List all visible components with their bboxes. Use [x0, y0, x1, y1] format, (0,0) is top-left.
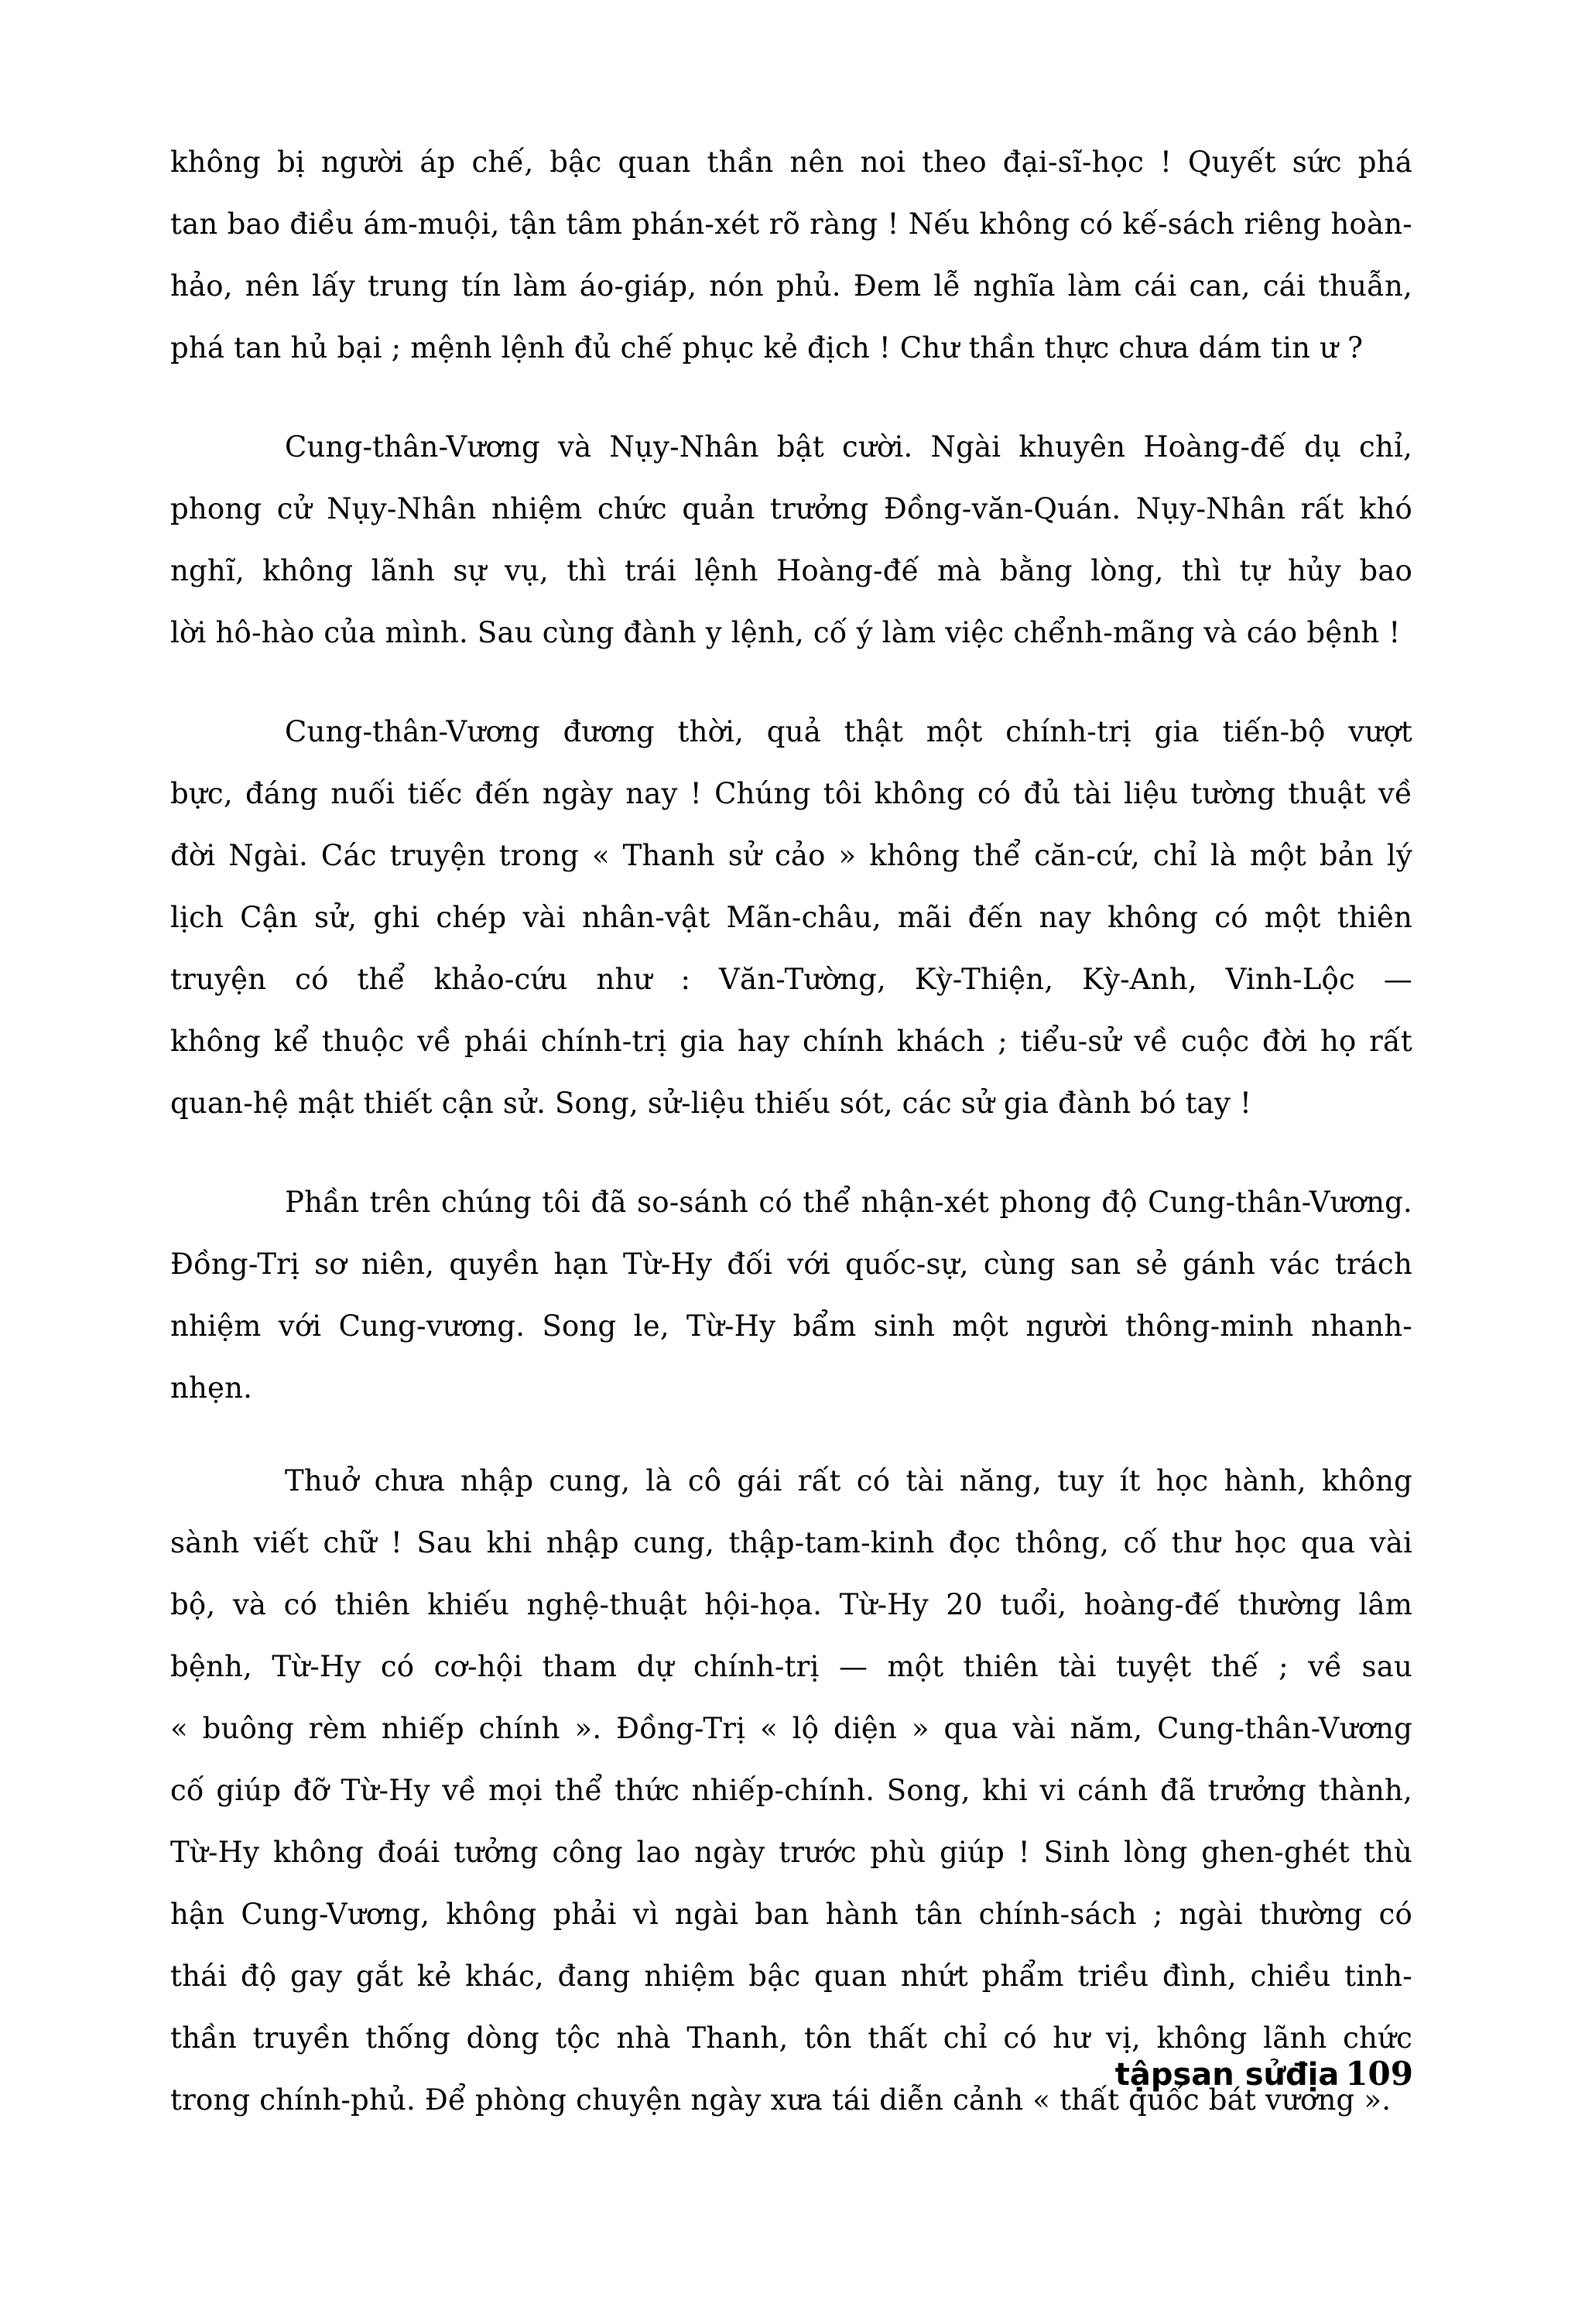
publication-name: tậpsan sửđịa	[1114, 2057, 1340, 2093]
paragraph-3	[170, 701, 1412, 1135]
page-body	[170, 132, 1412, 2168]
text-line: hảo, nên lấy trung tín làm áo-giáp, nón phủ. Đem lễ nghĩa làm cái can, cái thuẫn,	[170, 269, 1412, 303]
text-line: nhẹn.	[170, 1371, 253, 1405]
text-line: lời hô-hào của mình. Sau cùng đành y lệnh, cố ý làm việc chểnh-mãng và cáo bệnh !	[170, 616, 1401, 649]
text-line: sành viết chữ ! Sau khi nhập cung, thập-tam-kinh đọc thông, cố thư học qua vài	[170, 1526, 1412, 1559]
text-line: nghĩ, không lãnh sự vụ, thì trái lệnh Hoàng-đế mà bằng lòng, thì tự hủy bao	[170, 554, 1412, 587]
text-line: nhiệm với Cung-vương. Song le, Từ-Hy bẩm sinh một người thông-minh nhanh-	[170, 1309, 1412, 1343]
text-line: đời Ngài. Các truyện trong « Thanh sử cảo » không thể căn-cứ, chỉ là một bản lý	[170, 839, 1412, 872]
text-line: thần truyền thống dòng tộc nhà Thanh, tôn thất chỉ có hư vị, không lãnh chức	[170, 2021, 1412, 2055]
text-line: trong chính-phủ. Để phòng chuyện ngày xưa tái diễn cảnh « thất quốc bát vương ».	[170, 2083, 1392, 2117]
page-footer	[1115, 2055, 1413, 2093]
text-line: bệnh, Từ-Hy có cơ-hội tham dự chính-trị — một thiên tài tuyệt thế ; về sau	[170, 1650, 1412, 1683]
paragraph-2	[170, 416, 1412, 664]
text-line: bộ, và có thiên khiếu nghệ-thuật hội-họa. Từ-Hy 20 tuổi, hoàng-đế thường lâm	[170, 1588, 1412, 1621]
text-line: cố giúp đỡ Từ-Hy về mọi thể thức nhiếp-chính. Song, khi vi cánh đã trưởng thành,	[170, 1774, 1412, 1807]
text-line: phong cử Nụy-Nhân nhiệm chức quản trưởng Đồng-văn-Quán. Nụy-Nhân rất khó	[170, 492, 1412, 525]
text-line: Thuở chưa nhập cung, là cô gái rất có tài năng, tuy ít học hành, không	[285, 1464, 1412, 1497]
text-line: Phần trên chúng tôi đã so-sánh có thể nhận-xét phong độ Cung-thân-Vương.	[285, 1186, 1412, 1219]
text-line: lịch Cận sử, ghi chép vài nhân-vật Mãn-châu, mãi đến nay không có một thiên	[170, 901, 1412, 934]
page-number: 109	[1345, 2055, 1413, 2093]
text-line: hận Cung-Vương, không phải vì ngài ban hành tân chính-sách ; ngài thường có	[170, 1898, 1412, 1931]
text-line: truyện có thể khảo-cứu như : Văn-Tường, Kỳ-Thiện, Kỳ-Anh, Vinh-Lộc —	[170, 963, 1412, 996]
paragraph-5	[170, 1450, 1412, 2131]
paragraph-1	[170, 132, 1412, 379]
text-line: không bị người áp chế, bậc quan thần nên noi theo đại-sĩ-học ! Quyết sức phá	[170, 145, 1412, 179]
text-line: tan bao điều ám-muội, tận tâm phán-xét rõ ràng ! Nếu không có kế-sách riêng hoàn-	[170, 207, 1412, 241]
text-line: Cung-thân-Vương đương thời, quả thật một chính-trị gia tiến-bộ vượt	[285, 715, 1412, 748]
text-line: phá tan hủ bại ; mệnh lệnh đủ chế phục kẻ địch ! Chư thần thực chưa dám tin ư ?	[170, 331, 1364, 365]
text-line: bực, đáng nuối tiếc đến ngày nay ! Chúng tôi không có đủ tài liệu tường thuật về	[170, 777, 1412, 810]
text-line: Đồng-Trị sơ niên, quyền hạn Từ-Hy đối với quốc-sự, cùng san sẻ gánh vác trách	[170, 1248, 1412, 1281]
text-line: Cung-thân-Vương và Nụy-Nhân bật cười. Ngài khuyên Hoàng-đế dụ chỉ,	[285, 430, 1412, 464]
text-line: Từ-Hy không đoái tưởng công lao ngày trước phù giúp ! Sinh lòng ghen-ghét thù	[170, 1836, 1412, 1869]
text-line: thái độ gay gắt kẻ khác, đang nhiệm bậc quan nhứt phẩm triều đình, chiều tinh-	[170, 1959, 1412, 1993]
text-line: quan-hệ mật thiết cận sử. Song, sử-liệu thiếu sót, các sử gia đành bó tay !	[170, 1087, 1252, 1120]
paragraph-4	[170, 1172, 1412, 1419]
text-line: « buông rèm nhiếp chính ». Đồng-Trị « lộ diện » qua vài năm, Cung-thân-Vương	[170, 1712, 1412, 1745]
text-line: không kể thuộc về phái chính-trị gia hay chính khách ; tiểu-sử về cuộc đời họ rất	[170, 1025, 1412, 1058]
